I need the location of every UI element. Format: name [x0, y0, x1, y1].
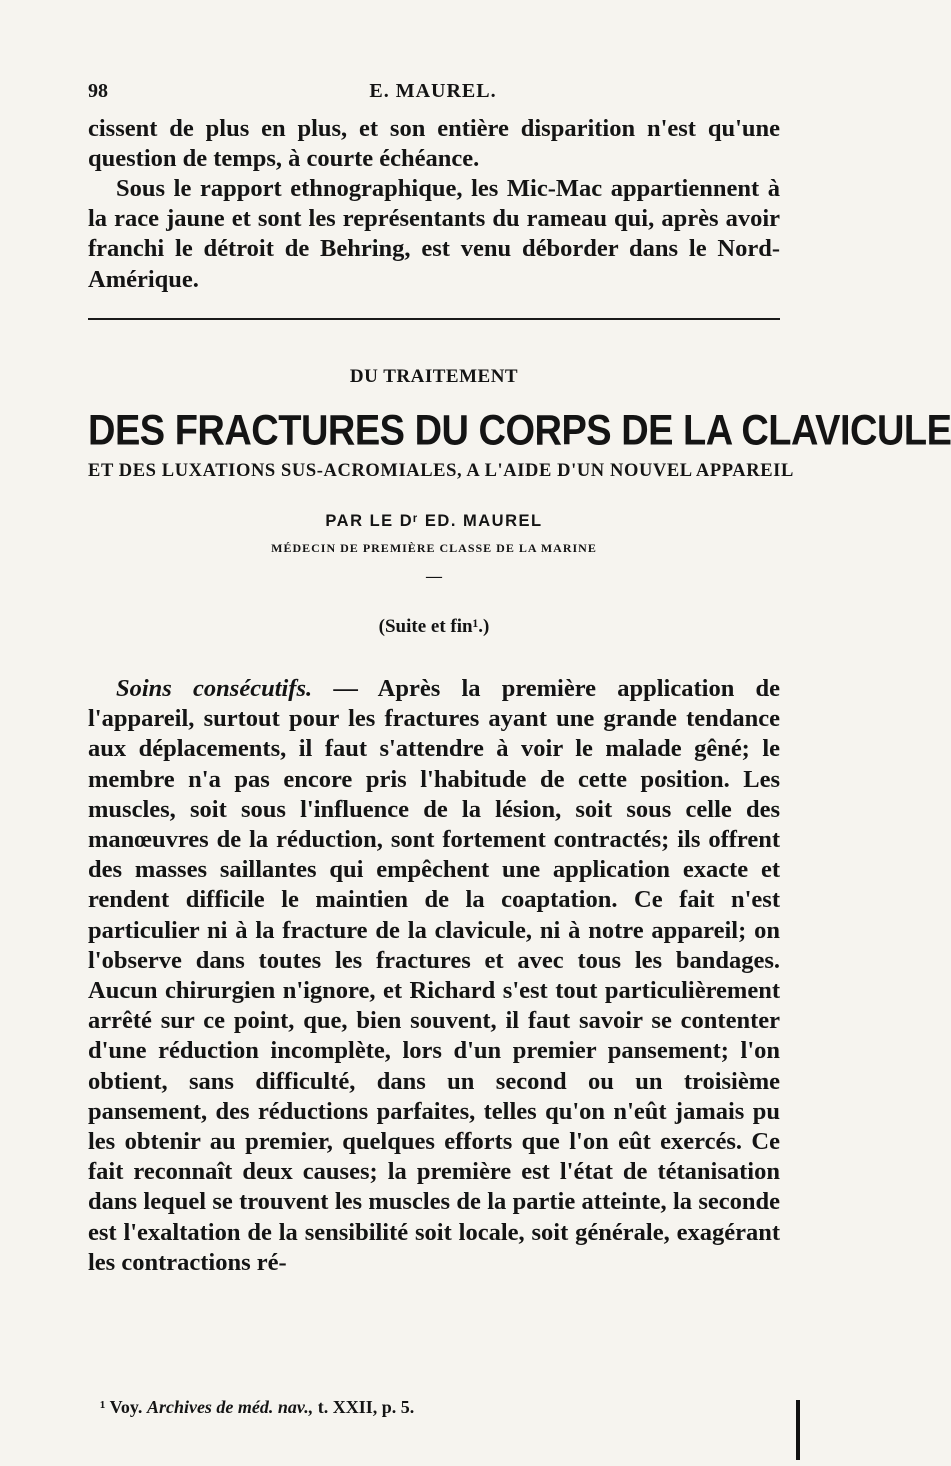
- author-title: MÉDECIN DE PREMIÈRE CLASSE DE LA MARINE: [271, 541, 597, 555]
- footnote-source: Archives de méd. nav.,: [146, 1397, 314, 1417]
- footnote-ref: t. XXII, p. 5.: [317, 1397, 415, 1417]
- section-subtitle: ET DES LUXATIONS SUS-ACROMIALES, A L'AIDE D'UN NOUVEL APPAREIL: [88, 461, 794, 481]
- section-title: DES FRACTURES DU CORPS DE LA CLAVICULE: [88, 407, 951, 455]
- continuation-note: (Suite et fin¹.): [378, 616, 490, 637]
- body-paragraph: [88, 674, 780, 1278]
- body-text: — Après la première application de l'appareil, surtout pour les fractures ayant une grande tendance aux déplacements, il faut s'attendre à voir le malade gêné; le membre n'a pas encore pris l'habitude de cette position. Les muscles, soit sous l'influence de la lésion, soit sous celle des manœuvres de la réduction, sont fortement contractés; ils offrent des masses saillantes qui empêchent une application exacte et rendent difficile le maintien de la coaptation. Ce fait n'est particulier ni à la fracture de la clavicule, ni à notre appareil; on l'observe dans toutes les fractures et avec tous les bandages. Aucun chirurgien n'ignore, et Richard s'est tout particulièrement arrêté sur ce point, que, bien souvent, il faut savoir se contenter d'une réduction incomplète, lors d'un premier pansement; l'on obtient, sans difficulté, dans un second ou un troisième pansement, des réductions parfaites, telles qu'on n'eût jamais pu les obtenir au premier, quelques efforts que l'on eût exercés. Ce fait reconnaît deux causes; la première est l'état de tétanisation dans lequel se trouvent les muscles de la partie atteinte, la seconde est l'exaltation de la sensibilité soit locale, soit générale, exagérant les contractions ré-: [88, 675, 781, 1276]
- running-head: E. MAUREL.: [369, 80, 497, 102]
- footnote: [100, 1397, 780, 1418]
- section-divider: [88, 318, 780, 320]
- intro-paragraph-1: cissent de plus en plus, et son entière disparition n'est qu'une question de temps, à courte échéance.: [88, 115, 780, 173]
- footnote-marker: ¹ Voy.: [100, 1397, 143, 1417]
- separator-dash: —: [426, 568, 442, 585]
- page-number: 98: [88, 80, 108, 102]
- intro-paragraph-2: Sous le rapport ethnographique, les Mic-Mac appartiennent à la race jaune et sont les représentants du rameau qui, après avoir franchi le détroit de Behring, est venu déborder dans le Nord-Amérique.: [88, 175, 780, 293]
- section-pre-title: DU TRAITEMENT: [349, 366, 519, 387]
- author-line: PAR LE Dʳ ED. MAUREL: [325, 512, 543, 530]
- page-header: [88, 80, 778, 110]
- scan-edge-mark: [796, 1400, 800, 1460]
- body-lead-in: Soins consécutifs.: [116, 675, 313, 702]
